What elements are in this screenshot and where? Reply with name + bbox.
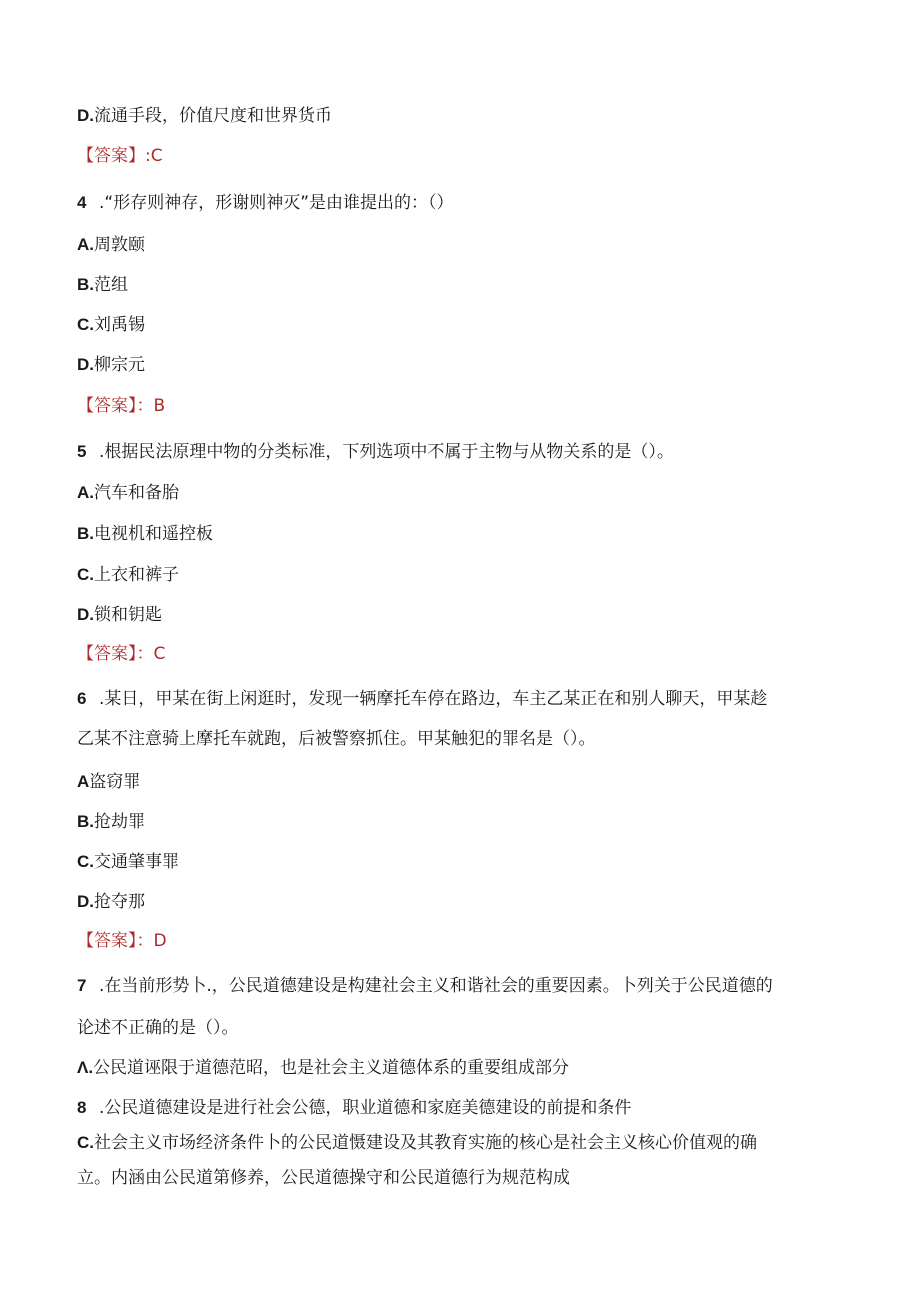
- question-number: 5: [77, 442, 87, 461]
- option-line: [77, 564, 179, 586]
- option-text: 交通肇事罪: [94, 852, 179, 872]
- option-line: [77, 354, 145, 376]
- option-label: D.: [77, 355, 94, 374]
- option-text: 抢夺那: [94, 892, 145, 912]
- option-line: [77, 891, 145, 913]
- option-text: 流通手段，价值尺度和世界货币: [94, 106, 332, 126]
- answer-line: 【答案】：C: [77, 644, 166, 664]
- option-line: [77, 274, 128, 296]
- option-label: B.: [77, 812, 94, 831]
- question-text: .公民道德建设是进行社会公德，职业道德和家庭美德建设的前提和条件: [99, 1098, 632, 1118]
- option-text: 刘禹锡: [94, 315, 145, 335]
- option-text: 电视机和遥控板: [94, 524, 213, 544]
- continuation-line: 乙某不注意骑上摩托车就跑，后被警察抓住。甲某触犯的罪名是（）。: [77, 729, 596, 749]
- question-text: .根据民法原理中物的分类标准，下列选项中不属于主物与从物关系的是（）。: [99, 442, 674, 462]
- option-label: D.: [77, 106, 94, 125]
- option-label: C.: [77, 315, 94, 334]
- continuation-line: 立。内涵由公民道第修养，公民道德操守和公民道德行为规范构成: [77, 1168, 570, 1188]
- question-text: .在当前形势卜.，公民道德建设是构建社会主义和谐社会的重要因素。卜列关于公民道德的: [99, 976, 773, 996]
- option-line: [77, 314, 145, 336]
- question-line: [77, 1097, 631, 1119]
- option-line: [77, 482, 179, 504]
- option-line: [77, 1132, 757, 1154]
- option-text: 抢劫罪: [94, 812, 145, 832]
- option-label: B.: [77, 524, 94, 543]
- question-text: .某日，甲某在街上闲逛时，发现一辆摩托车停在路边，车主乙某正在和别人聊天，甲某趁: [99, 689, 768, 709]
- option-line: [77, 811, 145, 833]
- question-line: [77, 688, 767, 710]
- continuation-line: 论述不正确的是（）。: [77, 1018, 239, 1038]
- option-line: [77, 105, 332, 127]
- option-text: 柳宗元: [94, 355, 145, 375]
- option-label: A: [77, 772, 90, 791]
- option-label: C.: [77, 565, 94, 584]
- question-line: [77, 192, 454, 214]
- option-text: 汽车和备胎: [94, 483, 179, 503]
- option-text: 上衣和裤子: [94, 565, 179, 585]
- option-label: C.: [77, 1133, 94, 1152]
- question-number: 6: [77, 689, 87, 708]
- option-line: [77, 851, 179, 873]
- option-label: D.: [77, 892, 94, 911]
- question-text: .“形存则神存，形谢则神灭”是由谁提出的：（）: [99, 193, 454, 213]
- option-label: C.: [77, 852, 94, 871]
- option-line: [77, 604, 162, 626]
- option-label: D.: [77, 605, 94, 624]
- option-line: [77, 1057, 569, 1079]
- option-label: A.: [77, 235, 94, 254]
- option-line: [77, 234, 145, 256]
- question-number: 8: [77, 1098, 87, 1117]
- option-label: Λ.: [77, 1058, 94, 1077]
- question-number: 7: [77, 976, 87, 995]
- option-label: A.: [77, 483, 94, 502]
- option-line: [77, 771, 140, 793]
- option-text: 社会主义市场经济条件卜的公民道慑建设及其教育实施的核心是社会主义核心价值观的确: [94, 1133, 757, 1153]
- option-text: 盗窃罪: [89, 772, 141, 792]
- question-line: [77, 441, 674, 463]
- option-text: 公民道诬限于道德范昭，也是社会主义道德体系的重要组成部分: [93, 1058, 570, 1078]
- answer-line: 【答案】:C: [77, 146, 163, 166]
- answer-line: 【答案】：B: [77, 396, 166, 416]
- option-label: B.: [77, 275, 94, 294]
- option-text: 周敦颐: [94, 235, 145, 255]
- option-line: [77, 523, 213, 545]
- answer-line: 【答案】：D: [77, 931, 167, 951]
- option-text: 范组: [94, 275, 128, 295]
- question-line: [77, 975, 773, 997]
- question-number: 4: [77, 193, 87, 212]
- option-text: 锁和钥匙: [94, 605, 162, 625]
